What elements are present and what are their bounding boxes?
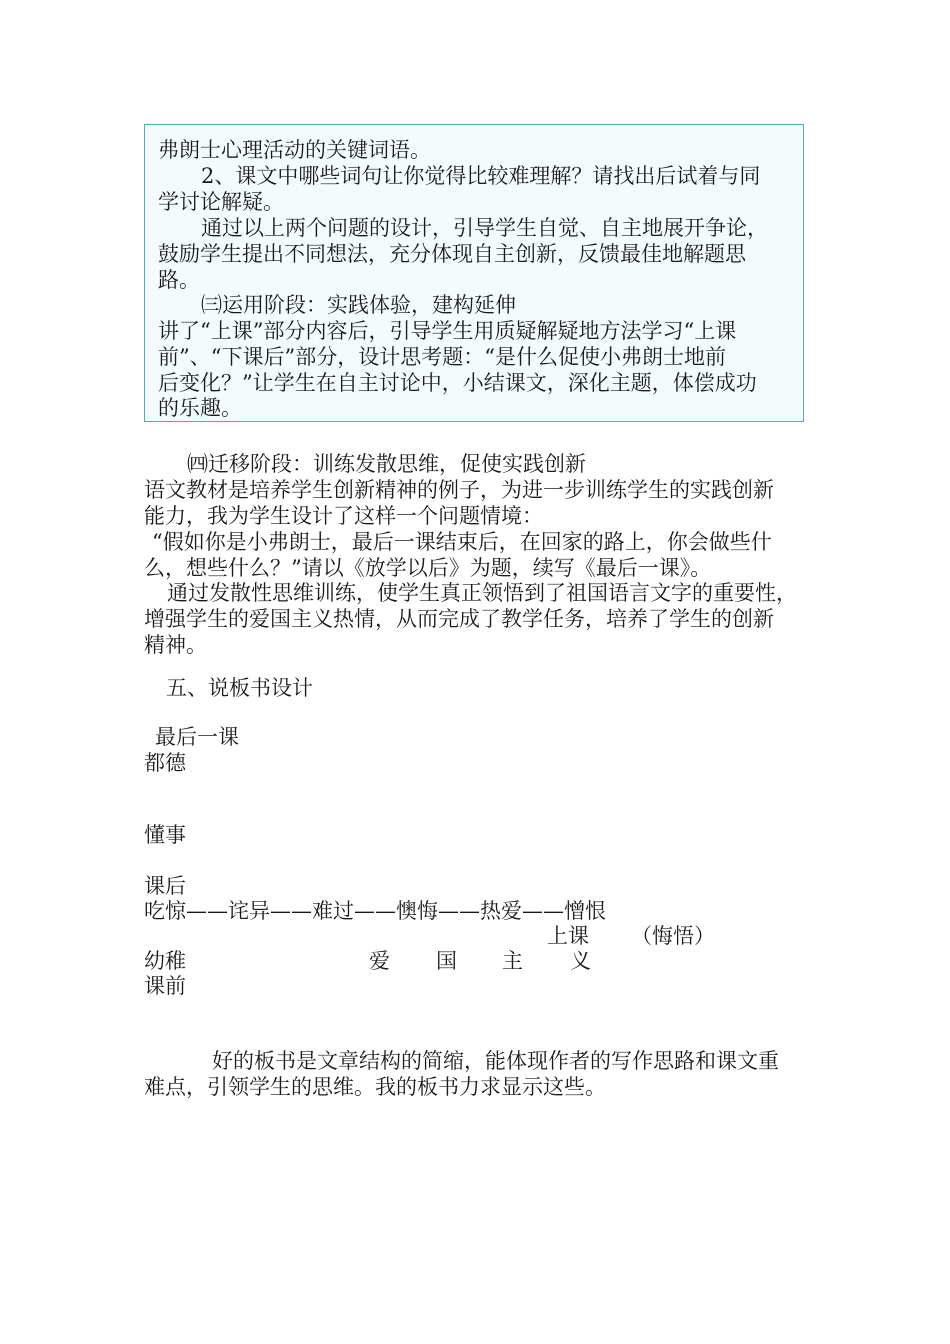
board-shangke: 上课: [547, 924, 589, 948]
box-line-1: 弗朗士心理活动的关键词语。: [158, 138, 431, 162]
summary-line-2: 难点，引领学生的思维。我的板书力求显示这些。: [144, 1075, 606, 1099]
box-line-4: 通过以上两个问题的设计，引导学生自觉、自主地展开争论，: [201, 216, 768, 240]
section4-line-2: 语文教材是培养学生创新精神的例子，为进一步训练学生的实践创新: [144, 478, 774, 502]
board-keqian: 课前: [144, 974, 186, 998]
board-author: 都德: [144, 751, 186, 775]
summary-line-1: 好的板书是文章结构的简缩，能体现作者的写作思路和课文重: [212, 1049, 779, 1073]
board-aiguo-4: 义: [570, 949, 591, 973]
board-kehou: 课后: [144, 874, 186, 898]
board-emotion-chain: 吃惊——诧异——难过——懊悔——热爱——憎恨: [144, 899, 606, 923]
board-aiguo-1: 爱: [369, 949, 390, 973]
board-dongshi: 懂事: [144, 823, 186, 847]
board-aiguo-3: 主: [502, 949, 523, 973]
section4-heading: ㈣迁移阶段：训练发散思维，促使实践创新: [187, 452, 586, 476]
box-line-11: 的乐趣。: [158, 396, 242, 420]
board-aiguo-2: 国: [436, 949, 457, 973]
section4-line-8: 精神。: [144, 633, 207, 657]
box-line-8: 讲了“上课”部分内容后，引导学生用质疑解疑地方法学习“上课: [158, 319, 737, 343]
box-line-9: 前”、“下课后”部分，设计思考题：“是什么促使小弗朗士地前: [158, 345, 726, 369]
box-line-2: 2、课文中哪些词句让你觉得比较难理解？请找出后试着与同: [201, 164, 761, 188]
section4-line-7: 增强学生的爱国主义热情，从而完成了教学任务，培养了学生的创新: [144, 607, 774, 631]
section5-heading: 五、说板书设计: [166, 676, 313, 700]
board-title: 最后一课: [155, 725, 239, 749]
section4-line-6: 通过发散性思维训练，使学生真正领悟到了祖国语言文字的重要性，: [167, 581, 797, 605]
box-line-10: 后变化？”让学生在自主讨论中，小结课文，深化主题，体偿成功: [158, 371, 757, 395]
box-line-3: 学讨论解疑。: [158, 190, 284, 214]
section4-line-4: “假如你是小弗朗士，最后一课结束后，在回家的路上，你会做些什: [152, 530, 772, 554]
box-line-5: 鼓励学生提出不同想法，充分体现自主创新，反馈最佳地解题思: [158, 242, 746, 266]
box-line-7: ㈢运用阶段：实践体验，建构延伸: [201, 293, 516, 317]
board-huiwu: （悔悟）: [631, 924, 715, 948]
box-line-6: 路。: [158, 268, 200, 292]
board-youzhi: 幼稚: [144, 949, 186, 973]
section4-line-5: 么，想些什么？”请以《放学以后》为题，续写《最后一课》。: [144, 556, 712, 580]
section4-line-3: 能力，我为学生设计了这样一个问题情境：: [144, 504, 543, 528]
